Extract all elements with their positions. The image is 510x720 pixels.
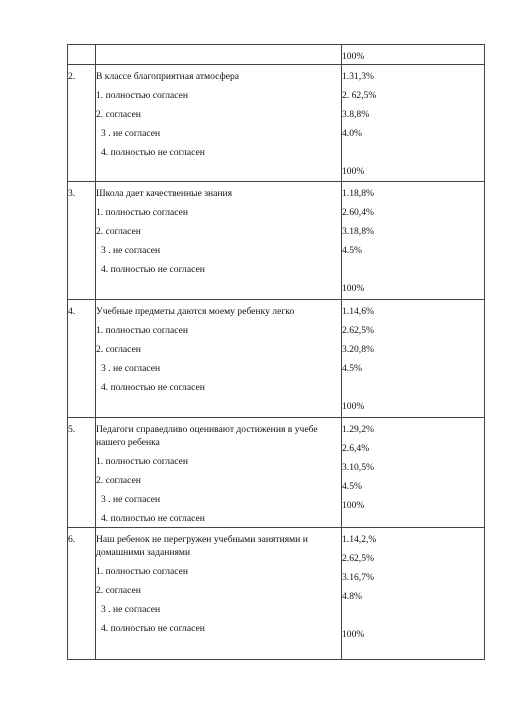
result-value: 3.8,8% bbox=[342, 109, 370, 120]
answer-option: 3 . не согласен bbox=[101, 128, 161, 139]
table-row bbox=[68, 418, 485, 528]
question-text: Учебные предметы даются моему ребенку легко bbox=[96, 306, 295, 317]
row-number: 6. bbox=[68, 534, 76, 545]
row-number: 4. bbox=[68, 306, 76, 317]
result-value: 100% bbox=[342, 401, 365, 412]
table-row bbox=[68, 182, 485, 300]
row-number-cell bbox=[68, 418, 96, 528]
result-value: 3.20,8% bbox=[342, 344, 374, 355]
answer-option: 1. полностью согласен bbox=[96, 207, 189, 218]
result-value: 4.5% bbox=[342, 481, 362, 492]
result-value: 100% bbox=[342, 51, 365, 62]
answer-option: 2. согласен bbox=[96, 344, 141, 355]
result-value: 1.18,8% bbox=[342, 188, 374, 199]
question-text: Наш ребенок не перегружен учебными занятиями и домашними заданиями bbox=[96, 534, 308, 558]
answer-option: 3 . не согласен bbox=[101, 245, 161, 256]
answer-option: 4. полностью не согласен bbox=[101, 264, 205, 275]
answer-option: 3 . не согласен bbox=[101, 363, 161, 374]
table-row bbox=[68, 300, 485, 418]
answer-option: 2. согласен bbox=[96, 585, 141, 596]
question-cell bbox=[96, 45, 342, 65]
answer-option: 1. полностью согласен bbox=[96, 456, 189, 467]
answer-option: 1. полностью согласен bbox=[96, 566, 189, 577]
question-cell bbox=[96, 418, 342, 528]
answer-option: 2. согласен bbox=[96, 226, 141, 237]
result-value bbox=[342, 263, 484, 276]
results-cell bbox=[342, 528, 485, 660]
table-row bbox=[68, 45, 485, 65]
results-cell bbox=[342, 300, 485, 418]
result-value bbox=[342, 609, 484, 622]
result-value bbox=[342, 146, 484, 159]
results-cell bbox=[342, 418, 485, 528]
answer-option: 2. согласен bbox=[96, 109, 141, 120]
row-number: 3. bbox=[68, 188, 76, 199]
row-number-cell bbox=[68, 45, 96, 65]
answer-option: 3 . не согласен bbox=[101, 494, 161, 505]
row-number-cell bbox=[68, 300, 96, 418]
answer-option: 1. полностью согласен bbox=[96, 90, 189, 101]
result-value: 4.0% bbox=[342, 128, 362, 139]
question-text: Педагоги справедливо оценивают достижения в учебе нашего ребенка bbox=[96, 424, 318, 448]
row-number-cell bbox=[68, 65, 96, 182]
answer-option: 4. полностью не согласен bbox=[101, 513, 205, 524]
row-number-cell bbox=[68, 528, 96, 660]
question-cell bbox=[96, 182, 342, 300]
results-cell bbox=[342, 45, 485, 65]
answer-option: 1. полностью согласен bbox=[96, 325, 189, 336]
result-value: 2.60,4% bbox=[342, 207, 374, 218]
result-value: 4.8% bbox=[342, 591, 362, 602]
survey-table bbox=[67, 44, 485, 660]
results-cell bbox=[342, 182, 485, 300]
row-number: 5. bbox=[68, 424, 76, 435]
question-cell bbox=[96, 300, 342, 418]
question-text: Школа дает качественные знания bbox=[96, 188, 233, 199]
answer-option: 3 . не согласен bbox=[101, 604, 161, 615]
results-cell bbox=[342, 65, 485, 182]
answer-option: 4. полностью не согласен bbox=[101, 382, 205, 393]
result-value: 1.14,6% bbox=[342, 306, 374, 317]
row-number-cell bbox=[68, 182, 96, 300]
result-value: 100% bbox=[342, 629, 365, 640]
result-value: 100% bbox=[342, 283, 365, 294]
result-value bbox=[342, 381, 484, 394]
result-value: 1.14,2,% bbox=[342, 534, 377, 545]
result-value: 1.31,3% bbox=[342, 71, 374, 82]
result-value: 2. 62,5% bbox=[342, 90, 377, 101]
result-value: 3.18,8% bbox=[342, 226, 374, 237]
question-text: В классе благоприятная атмосфера bbox=[96, 71, 240, 82]
result-value: 2.62,5% bbox=[342, 553, 374, 564]
answer-option: 4. полностью не согласен bbox=[101, 147, 205, 158]
result-value: 4.5% bbox=[342, 363, 362, 374]
table-row bbox=[68, 528, 485, 660]
result-value: 3.10,5% bbox=[342, 462, 374, 473]
result-value: 100% bbox=[342, 166, 365, 177]
answer-option: 4. полностью не согласен bbox=[101, 623, 205, 634]
answer-option: 2. согласен bbox=[96, 475, 141, 486]
result-value: 4.5% bbox=[342, 245, 362, 256]
result-value: 2.62,5% bbox=[342, 325, 374, 336]
result-value: 2.6,4% bbox=[342, 443, 370, 454]
table-row bbox=[68, 65, 485, 182]
result-value: 100% bbox=[342, 500, 365, 511]
question-cell bbox=[96, 65, 342, 182]
result-value: 1.29,2% bbox=[342, 424, 374, 435]
row-number: 2. bbox=[68, 71, 76, 82]
question-cell bbox=[96, 528, 342, 660]
result-value: 3.16,7% bbox=[342, 572, 374, 583]
